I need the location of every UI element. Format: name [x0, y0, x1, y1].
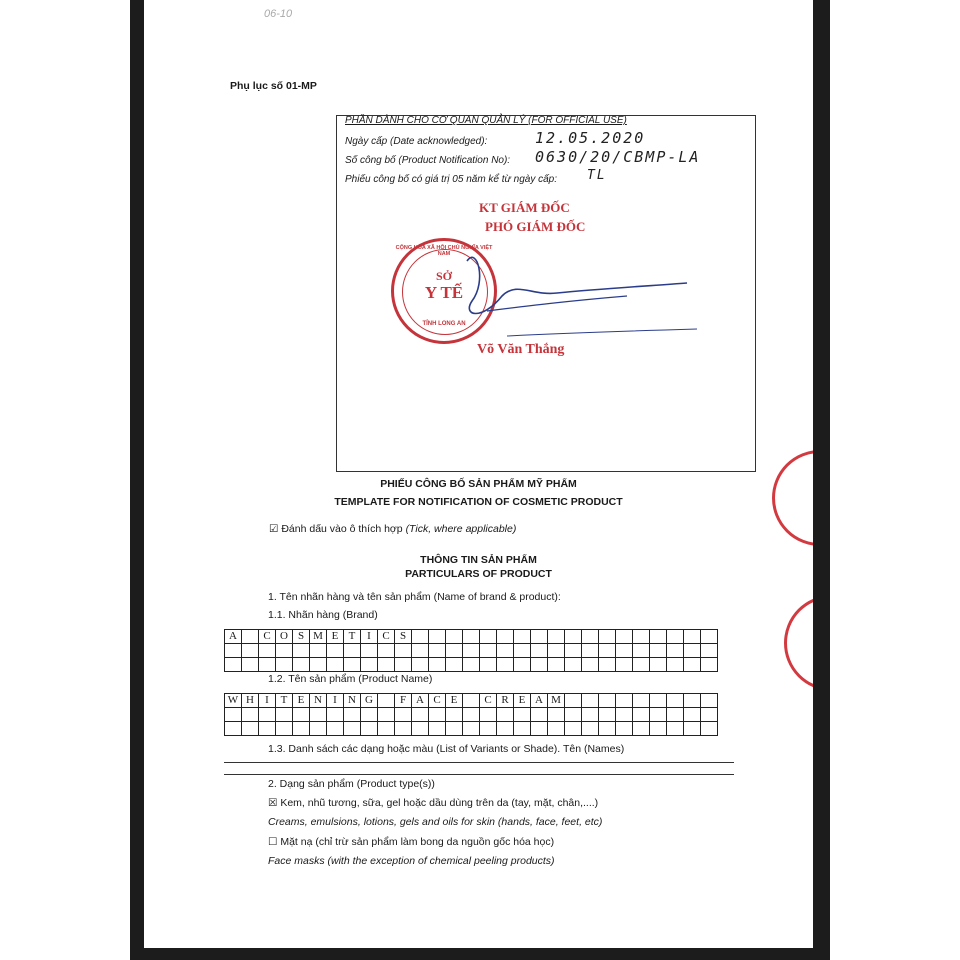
product-name-cell	[633, 722, 650, 736]
product-name-cell: E	[446, 694, 463, 708]
validity-mark: TL	[587, 168, 607, 183]
product-name-cell: G	[361, 694, 378, 708]
product-name-cell	[259, 722, 276, 736]
brand-cell	[616, 658, 633, 672]
form-title-vi: PHIẾU CÔNG BỐ SẢN PHẨM MỸ PHẨM	[380, 478, 577, 490]
product-name-cell	[259, 708, 276, 722]
brand-cell	[514, 644, 531, 658]
signer-title-1: KT GIÁM ĐỐC	[479, 200, 570, 215]
brand-cell: O	[276, 630, 293, 644]
tick-note-en: (Tick, where applicable)	[405, 523, 517, 535]
brand-cell	[327, 644, 344, 658]
corner-mark: 06-10	[264, 8, 293, 20]
product-name-cell	[667, 722, 684, 736]
brand-cell: E	[327, 630, 344, 644]
product-name-cell: W	[225, 694, 242, 708]
product-name-cell	[378, 694, 395, 708]
brand-cell	[667, 644, 684, 658]
product-name-cell	[531, 722, 548, 736]
product-name-cell	[531, 708, 548, 722]
brand-cell: S	[395, 630, 412, 644]
brand-cell: C	[378, 630, 395, 644]
brand-cell	[480, 658, 497, 672]
notification-number-value: 0630/20/CBMP-LA	[535, 148, 701, 166]
product-name-cell: M	[548, 694, 565, 708]
product-name-cell	[463, 708, 480, 722]
brand-cell	[378, 644, 395, 658]
brand-cell	[548, 658, 565, 672]
product-name-cell: A	[412, 694, 429, 708]
brand-cell	[429, 658, 446, 672]
product-name-cell	[412, 722, 429, 736]
item-2: 2. Dạng sản phẩm (Product type(s))	[268, 778, 435, 790]
product-name-cell	[327, 722, 344, 736]
signer-name: Võ Văn Thắng	[477, 342, 565, 357]
brand-cell: S	[293, 630, 310, 644]
side-stamp-bottom	[784, 595, 813, 691]
form-title-en: TEMPLATE FOR NOTIFICATION OF COSMETIC PRODUCT	[334, 496, 623, 508]
scan-edge-left	[130, 0, 144, 960]
product-name-cell: N	[310, 694, 327, 708]
brand-cell	[497, 658, 514, 672]
product-name-cell	[650, 722, 667, 736]
product-name-cell	[514, 708, 531, 722]
brand-cell	[293, 644, 310, 658]
product-name-grid	[224, 693, 718, 736]
document-page	[144, 0, 813, 948]
product-name-cell	[446, 708, 463, 722]
brand-cell	[633, 630, 650, 644]
product-name-cell: F	[395, 694, 412, 708]
tick-note	[269, 523, 516, 535]
product-name-cell	[616, 722, 633, 736]
product-name-cell: C	[429, 694, 446, 708]
brand-cell	[497, 644, 514, 658]
product-name-cell	[446, 722, 463, 736]
product-name-cell	[667, 694, 684, 708]
product-name-cell	[599, 722, 616, 736]
product-name-cell	[701, 722, 718, 736]
brand-cell	[616, 630, 633, 644]
product-name-cell	[548, 708, 565, 722]
product-name-cell	[480, 708, 497, 722]
product-name-cell	[463, 694, 480, 708]
product-name-cell	[548, 722, 565, 736]
brand-cell	[582, 630, 599, 644]
brand-cell	[293, 658, 310, 672]
brand-cell	[395, 658, 412, 672]
product-name-cell	[514, 722, 531, 736]
brand-cell	[565, 658, 582, 672]
product-name-cell	[378, 708, 395, 722]
brand-cell	[701, 644, 718, 658]
brand-cell	[378, 658, 395, 672]
brand-cell	[650, 644, 667, 658]
product-name-cell	[633, 708, 650, 722]
brand-cell: T	[344, 630, 361, 644]
product-name-cell	[225, 722, 242, 736]
seal-text-center-1: SỞ	[435, 269, 452, 283]
brand-cell	[565, 644, 582, 658]
product-name-cell	[276, 722, 293, 736]
product-name-cell	[429, 722, 446, 736]
product-name-cell	[497, 708, 514, 722]
brand-cell	[463, 630, 480, 644]
product-name-cell	[276, 708, 293, 722]
product-name-cell	[565, 694, 582, 708]
brand-cell	[616, 644, 633, 658]
product-name-cell	[378, 722, 395, 736]
brand-cell	[701, 630, 718, 644]
section-title-en: PARTICULARS OF PRODUCT	[405, 568, 552, 580]
product-name-cell	[480, 722, 497, 736]
product-name-cell	[599, 694, 616, 708]
product-name-cell: N	[344, 694, 361, 708]
brand-cell	[327, 658, 344, 672]
product-name-cell	[616, 694, 633, 708]
brand-cell	[242, 644, 259, 658]
item-1-1: 1.1. Nhãn hàng (Brand)	[268, 609, 378, 621]
brand-cell	[548, 644, 565, 658]
product-name-cell	[395, 708, 412, 722]
brand-cell	[531, 630, 548, 644]
seal-text-center-2: Y TẾ	[424, 283, 464, 302]
variants-line-1	[224, 762, 734, 763]
official-use-box	[336, 115, 756, 472]
section-title-vi: THÔNG TIN SẢN PHẨM	[420, 554, 537, 566]
brand-cell	[344, 644, 361, 658]
product-name-cell	[582, 694, 599, 708]
brand-cell	[463, 644, 480, 658]
brand-cell	[412, 644, 429, 658]
brand-cell	[361, 658, 378, 672]
product-name-cell: T	[276, 694, 293, 708]
brand-cell: C	[259, 630, 276, 644]
seal-text-bottom: TỈNH LONG AN	[422, 321, 466, 327]
brand-cell	[310, 644, 327, 658]
product-name-cell	[684, 708, 701, 722]
brand-cell	[514, 630, 531, 644]
product-name-cell	[582, 708, 599, 722]
product-name-cell: A	[531, 694, 548, 708]
product-name-cell	[310, 708, 327, 722]
scan-edge-right	[813, 0, 830, 960]
product-name-cell	[565, 722, 582, 736]
brand-cell	[684, 630, 701, 644]
brand-cell	[633, 658, 650, 672]
signer-title-2: PHÓ GIÁM ĐỐC	[485, 219, 586, 234]
brand-cell	[310, 658, 327, 672]
brand-cell	[599, 644, 616, 658]
brand-cell	[395, 644, 412, 658]
product-name-cell	[701, 708, 718, 722]
brand-cell	[514, 658, 531, 672]
brand-cell: I	[361, 630, 378, 644]
brand-cell	[259, 658, 276, 672]
scan-edge-bottom	[130, 948, 830, 960]
brand-cell	[361, 644, 378, 658]
brand-cell	[242, 658, 259, 672]
product-name-cell: E	[514, 694, 531, 708]
brand-cell	[344, 658, 361, 672]
product-name-cell	[327, 708, 344, 722]
brand-cell: M	[310, 630, 327, 644]
product-name-cell	[429, 708, 446, 722]
brand-cell	[582, 658, 599, 672]
brand-cell	[565, 630, 582, 644]
product-name-cell	[599, 708, 616, 722]
product-name-cell	[225, 708, 242, 722]
product-name-cell	[463, 722, 480, 736]
product-name-cell: R	[497, 694, 514, 708]
product-name-cell	[344, 722, 361, 736]
product-name-cell	[650, 708, 667, 722]
product-name-cell	[293, 722, 310, 736]
product-name-cell: C	[480, 694, 497, 708]
brand-cell	[480, 644, 497, 658]
product-name-cell: H	[242, 694, 259, 708]
scan-background	[0, 0, 145, 960]
brand-cell	[548, 630, 565, 644]
side-stamp-top	[772, 450, 813, 546]
product-type-1-en: Creams, emulsions, lotions, gels and oils for skin (hands, face, feet, etc)	[268, 816, 603, 828]
product-type-1-vi: ☒ Kem, nhũ tương, sữa, gel hoặc dầu dùng trên da (tay, mặt, chân,....)	[268, 797, 599, 809]
brand-cell	[412, 658, 429, 672]
brand-cell	[650, 630, 667, 644]
brand-cell	[446, 630, 463, 644]
date-label: Ngày cấp (Date acknowledged):	[345, 136, 488, 147]
official-header: PHẦN DÀNH CHO CƠ QUAN QUẢN LÝ (FOR OFFICIAL USE)	[345, 115, 627, 126]
product-name-cell	[565, 708, 582, 722]
brand-cell	[633, 644, 650, 658]
product-name-cell	[684, 694, 701, 708]
annex-label: Phụ lục số 01-MP	[230, 80, 317, 92]
product-name-cell	[667, 708, 684, 722]
brand-cell	[429, 644, 446, 658]
brand-cell	[531, 658, 548, 672]
product-name-cell	[242, 722, 259, 736]
product-name-cell	[344, 708, 361, 722]
product-type-2-en: Face masks (with the exception of chemical peeling products)	[268, 855, 555, 867]
product-name-cell	[361, 722, 378, 736]
brand-cell	[242, 630, 259, 644]
product-name-cell	[616, 708, 633, 722]
item-1-2: 1.2. Tên sản phẩm (Product Name)	[268, 673, 433, 685]
brand-cell	[667, 658, 684, 672]
brand-grid	[224, 629, 718, 672]
brand-cell	[599, 658, 616, 672]
product-name-cell	[361, 708, 378, 722]
brand-cell	[650, 658, 667, 672]
product-name-cell	[395, 722, 412, 736]
notification-number-label: Số công bố (Product Notification No):	[345, 155, 511, 166]
brand-cell	[276, 644, 293, 658]
brand-cell	[497, 630, 514, 644]
brand-cell	[276, 658, 293, 672]
tick-note-vi: ☑ Đánh dấu vào ô thích hợp	[269, 523, 403, 535]
product-name-cell	[633, 694, 650, 708]
brand-cell	[599, 630, 616, 644]
product-name-cell	[242, 708, 259, 722]
brand-cell	[667, 630, 684, 644]
product-name-cell: E	[293, 694, 310, 708]
brand-cell	[446, 644, 463, 658]
product-name-cell: I	[327, 694, 344, 708]
product-name-cell	[412, 708, 429, 722]
item-1: 1. Tên nhãn hàng và tên sản phẩm (Name of brand & product):	[268, 591, 561, 603]
signature-mark	[447, 241, 707, 351]
product-type-2-vi: ☐ Mặt nạ (chỉ trừ sản phẩm làm bong da nguồn gốc hóa học)	[268, 836, 555, 848]
seal-text-top: CỘNG HÒA XÃ HỘI CHỦ NGHĨA VIỆT NAM	[395, 245, 493, 257]
brand-cell	[531, 644, 548, 658]
brand-cell	[684, 644, 701, 658]
brand-cell	[684, 658, 701, 672]
brand-cell	[701, 658, 718, 672]
product-name-cell	[650, 694, 667, 708]
product-name-cell	[293, 708, 310, 722]
validity-label: Phiếu công bố có giá trị 05 năm kể từ ngày cấp:	[345, 174, 558, 185]
brand-cell	[225, 658, 242, 672]
product-name-cell	[684, 722, 701, 736]
product-name-cell	[497, 722, 514, 736]
brand-cell	[582, 644, 599, 658]
product-name-cell: I	[259, 694, 276, 708]
product-name-cell	[582, 722, 599, 736]
product-name-cell	[310, 722, 327, 736]
brand-cell	[463, 658, 480, 672]
date-value: 12.05.2020	[535, 129, 646, 147]
brand-cell	[225, 644, 242, 658]
brand-cell	[446, 658, 463, 672]
brand-cell	[259, 644, 276, 658]
brand-cell	[480, 630, 497, 644]
variants-line-2	[224, 774, 734, 775]
item-1-3: 1.3. Danh sách các dạng hoặc màu (List of Variants or Shade). Tên (Names)	[268, 743, 625, 755]
brand-cell	[412, 630, 429, 644]
brand-cell: A	[225, 630, 242, 644]
brand-cell	[429, 630, 446, 644]
product-name-cell	[701, 694, 718, 708]
